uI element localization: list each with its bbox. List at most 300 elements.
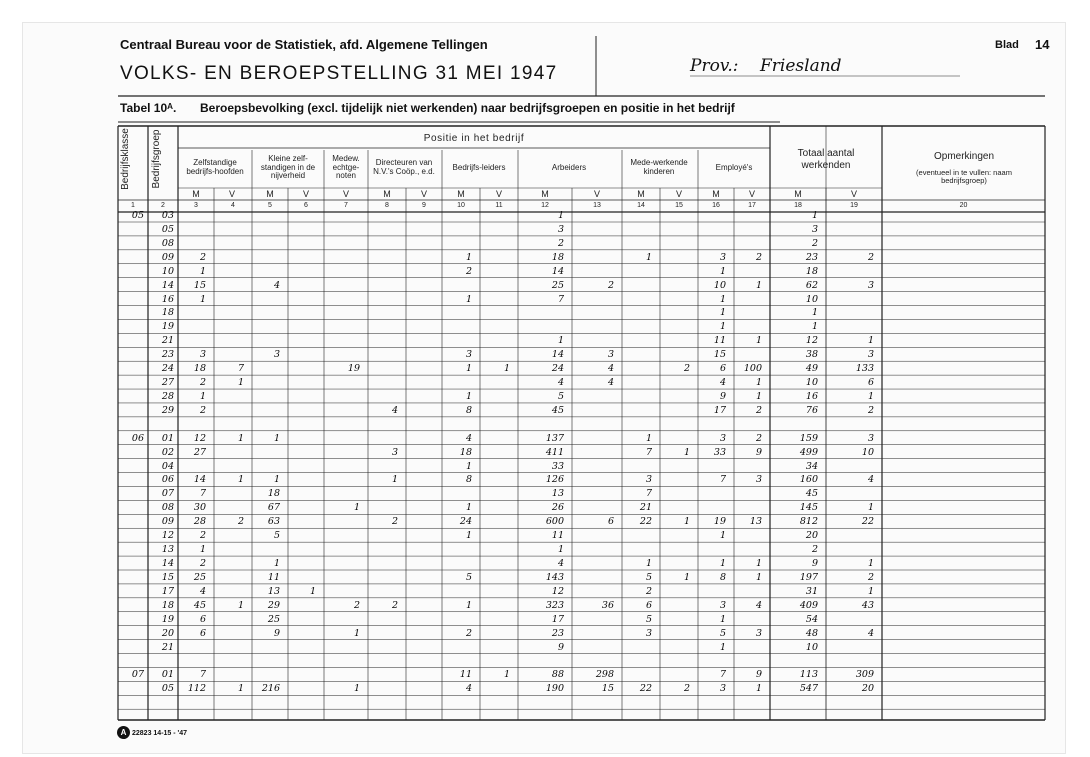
table-cell-c5: 9 <box>273 627 280 639</box>
table-cell-c3: 1 <box>199 265 206 277</box>
subheader-m: M <box>383 189 391 199</box>
table-cell-c17: 2 <box>755 432 762 444</box>
bedrijfsgroep-code: 23 <box>161 349 174 361</box>
table-cell-c5: 11 <box>267 571 280 583</box>
table-cell-c3: 6 <box>199 613 206 625</box>
table-cell-c16: 6 <box>719 363 726 375</box>
table-cell-c12: 600 <box>545 516 564 528</box>
table-cell-c18: 10 <box>805 641 818 653</box>
table-cell-c16: 33 <box>713 446 726 458</box>
table-cell-c3: 12 <box>193 432 206 444</box>
table-title: Beroepsbevolking (excl. tijdelijk niet werkenden) naar bedrijfsgroepen en positie in het bedrijf <box>200 101 735 115</box>
table-cell-c19: 1 <box>867 390 874 402</box>
table-cell-c4: 1 <box>237 474 244 486</box>
table-cell-c19: 3 <box>867 432 874 444</box>
bedrijfsgroep-code: 08 <box>161 237 174 249</box>
table-cell-c3: 27 <box>193 446 206 458</box>
table-cell-c18: 23 <box>805 251 818 263</box>
table-cell-c8: 3 <box>391 446 398 458</box>
table-cell-c12: 45 <box>551 404 564 416</box>
table-cell-c15: 2 <box>683 363 690 375</box>
table-cell-c16: 1 <box>719 265 726 277</box>
table-cell-c7: 1 <box>353 502 360 514</box>
table-cell-c14: 22 <box>639 683 652 695</box>
column-number: 8 <box>385 202 389 209</box>
table-cell-c18: 38 <box>805 349 818 361</box>
table-cell-c12: 137 <box>545 432 564 444</box>
table-cell-c16: 7 <box>719 474 726 486</box>
table-cell-c3: 3 <box>199 349 206 361</box>
table-cell-c3: 6 <box>199 627 206 639</box>
column-number: 19 <box>850 202 858 209</box>
table-cell-c17: 1 <box>755 683 762 695</box>
table-cell-c13: 3 <box>607 349 614 361</box>
table-cell-c16: 8 <box>719 571 726 583</box>
table-cell-c6: 1 <box>309 585 316 597</box>
table-cell-c3: 30 <box>193 502 206 514</box>
bedrijfsgroep-code: 19 <box>161 613 174 625</box>
table-cell-c18: 499 <box>799 446 818 458</box>
table-cell-c14: 1 <box>645 432 652 444</box>
table-cell-c18: 409 <box>799 599 818 611</box>
table-cell-c12: 1 <box>557 210 564 221</box>
table-cell-c12: 4 <box>557 377 564 389</box>
table-cell-c19: 1 <box>867 585 874 597</box>
table-cell-c12: 5 <box>557 390 564 402</box>
table-cell-c19: 43 <box>861 599 874 611</box>
table-cell-c19: 133 <box>855 363 874 375</box>
table-cell-c12: 14 <box>551 265 564 277</box>
table-cell-c12: 24 <box>551 363 564 375</box>
table-cell-c11: 1 <box>503 363 510 375</box>
table-cell-c19: 1 <box>867 502 874 514</box>
table-cell-c17: 9 <box>755 669 762 681</box>
table-cell-c4: 1 <box>237 432 244 444</box>
subheader-v: V <box>420 189 427 199</box>
table-cell-c16: 1 <box>719 530 726 542</box>
table-cell-c8: 4 <box>391 404 398 416</box>
table-cell-c19: 22 <box>861 516 874 528</box>
table-cell-c3: 1 <box>199 544 206 556</box>
table-cell-c19: 4 <box>867 627 874 639</box>
bedrijfsklasse-code: 06 <box>131 432 144 444</box>
subheader-m: M <box>712 189 720 199</box>
table-cell-c15: 1 <box>683 516 690 528</box>
subheader-v: V <box>675 189 682 199</box>
table-cell-c3: 28 <box>193 516 206 528</box>
column-number: 6 <box>304 202 308 209</box>
table-cell-c10: 1 <box>465 502 472 514</box>
table-cell-c19: 1 <box>867 558 874 569</box>
table-cell-c5: 1 <box>273 474 280 486</box>
table-cell-c12: 11 <box>551 530 564 542</box>
table-cell-c16: 1 <box>719 558 726 569</box>
table-cell-c17: 9 <box>755 446 762 458</box>
table-cell-c17: 1 <box>755 571 762 583</box>
table-cell-c18: 10 <box>805 293 818 305</box>
table-cell-c3: 18 <box>193 363 206 375</box>
table-cell-c3: 112 <box>187 683 206 695</box>
table-cell-c8: 2 <box>391 599 398 611</box>
table-cell-c10: 1 <box>465 599 472 611</box>
column-number: 5 <box>268 202 272 209</box>
subheader-v: V <box>593 189 600 199</box>
table-cell-c3: 2 <box>199 558 206 569</box>
header-opmerkingen: Opmerkingen <box>933 151 995 163</box>
column-number: 7 <box>344 202 348 209</box>
table-cell-c14: 7 <box>645 488 652 500</box>
table-cell-c18: 812 <box>799 516 818 528</box>
table-cell-c13: 2 <box>607 279 614 291</box>
table-cell-c3: 7 <box>199 488 206 500</box>
table-cell-c10: 8 <box>465 404 472 416</box>
table-cell-c10: 24 <box>459 516 472 528</box>
table-cell-c7: 2 <box>353 599 360 611</box>
table-cell-c18: 12 <box>805 335 818 347</box>
table-cell-c3: 1 <box>199 293 206 305</box>
bedrijfsgroep-code: 04 <box>161 460 174 472</box>
column-number: 2 <box>161 202 165 209</box>
table-cell-c19: 3 <box>867 349 874 361</box>
sheet-label: Blad <box>995 39 1019 51</box>
header-bedrijfsleiders: Bedrijfs-leiders <box>452 162 506 172</box>
column-number: 14 <box>637 202 645 209</box>
bedrijfsgroep-code: 01 <box>161 432 174 444</box>
organization-line: Centraal Bureau voor de Statistiek, afd. Algemene Tellingen <box>120 37 488 52</box>
table-cell-c13: 4 <box>607 377 614 389</box>
table-cell-c17: 3 <box>755 627 762 639</box>
table-cell-c18: 34 <box>805 460 818 472</box>
table-cell-c12: 126 <box>545 474 564 486</box>
header-bedrijfsgroep: Bedrijfsgroep <box>151 129 162 189</box>
table-cell-c16: 10 <box>713 279 726 291</box>
table-cell-c14: 3 <box>645 627 652 639</box>
bedrijfsgroep-code: 28 <box>161 390 174 402</box>
header-opmerkingen-note: (eventueel in te vullen: naam bedrijfsgroep) <box>916 167 1012 185</box>
table-cell-c16: 19 <box>713 516 726 528</box>
bedrijfsgroep-code: 21 <box>161 335 174 347</box>
table-cell-c18: 1 <box>811 321 818 333</box>
column-number: 10 <box>457 202 465 209</box>
subheader-m: M <box>541 189 549 199</box>
table-cell-c5: 25 <box>267 613 280 625</box>
bedrijfsgroep-code: 09 <box>161 516 174 528</box>
table-cell-c8: 1 <box>391 474 398 486</box>
column-number: 9 <box>422 202 426 209</box>
table-cell-c16: 1 <box>719 307 726 319</box>
table-cell-c12: 18 <box>551 251 564 263</box>
table-cell-c17: 2 <box>755 404 762 416</box>
table-cell-c13: 6 <box>607 516 614 528</box>
table-cell-c18: 113 <box>799 669 818 681</box>
print-footer: 22823 14-15 - '47 <box>132 730 187 737</box>
bedrijfsgroep-code: 14 <box>161 558 174 569</box>
subheader-v: V <box>228 189 235 199</box>
table-cell-c10: 1 <box>465 530 472 542</box>
table-cell-c3: 4 <box>199 585 206 597</box>
table-cell-c17: 1 <box>755 390 762 402</box>
table-cell-c18: 16 <box>805 390 818 402</box>
table-cell-c18: 20 <box>805 530 818 542</box>
table-cell-c10: 2 <box>465 265 472 277</box>
table-cell-c18: 49 <box>805 363 818 375</box>
table-cell-c12: 411 <box>545 446 564 458</box>
table-cell-c18: 197 <box>799 571 818 583</box>
table-cell-c17: 1 <box>755 335 762 347</box>
table-cell-c17: 1 <box>755 377 762 389</box>
table-cell-c16: 3 <box>719 599 726 611</box>
table-cell-c12: 23 <box>551 627 564 639</box>
table-cell-c12: 17 <box>551 613 564 625</box>
subheader-v: V <box>495 189 502 199</box>
table-cell-c10: 2 <box>465 627 472 639</box>
table-cell-c19: 6 <box>867 377 874 389</box>
bedrijfsgroep-code: 05 <box>161 223 174 235</box>
table-cell-c4: 1 <box>237 683 244 695</box>
table-cell-c14: 7 <box>645 446 652 458</box>
table-cell-c18: 160 <box>799 474 818 486</box>
bedrijfsgroep-code: 19 <box>161 321 174 333</box>
table-cell-c12: 2 <box>557 237 564 249</box>
table-cell-c10: 1 <box>465 363 472 375</box>
table-cell-c19: 2 <box>867 251 874 263</box>
table-cell-c14: 5 <box>645 613 652 625</box>
table-cell-c5: 216 <box>261 683 280 695</box>
table-cell-c17: 4 <box>755 599 762 611</box>
table-cell-c18: 547 <box>799 683 818 695</box>
table-cell-c15: 2 <box>683 683 690 695</box>
bedrijfsgroep-code: 13 <box>161 544 174 556</box>
table-cell-c10: 4 <box>465 683 472 695</box>
table-cell-c18: 54 <box>805 613 818 625</box>
header-totaal: Totaal aantal werkenden <box>797 147 855 171</box>
printer-logo-icon: A <box>117 726 130 739</box>
table-cell-c19: 1 <box>867 335 874 347</box>
table-cell-c18: 31 <box>805 585 818 597</box>
table-cell-c16: 1 <box>719 321 726 333</box>
table-cell-c13: 298 <box>595 669 614 681</box>
table-cell-c18: 1 <box>811 210 818 221</box>
table-cell-c14: 3 <box>645 474 652 486</box>
table-cell-c5: 29 <box>267 599 280 611</box>
header-positie: Positie in het bedrijf <box>423 133 525 145</box>
table-cell-c18: 2 <box>811 544 818 556</box>
subheader-m: M <box>457 189 465 199</box>
table-cell-c5: 18 <box>267 488 280 500</box>
column-number: 15 <box>675 202 683 209</box>
table-cell-c12: 33 <box>551 460 564 472</box>
bedrijfsgroep-code: 27 <box>161 377 174 389</box>
table-cell-c10: 3 <box>465 349 472 361</box>
table-cell-c17: 1 <box>755 279 762 291</box>
subheader-m: M <box>192 189 200 199</box>
table-cell-c3: 2 <box>199 377 206 389</box>
column-number: 11 <box>495 202 503 209</box>
table-cell-c5: 63 <box>267 516 280 528</box>
table-cell-c12: 25 <box>551 279 564 291</box>
subheader-m: M <box>266 189 274 199</box>
table-cell-c14: 22 <box>639 516 652 528</box>
column-number: 1 <box>131 202 135 209</box>
bedrijfsgroep-code: 09 <box>161 251 174 263</box>
header-medewerkende: Mede-werkende kinderen <box>630 158 688 176</box>
table-cell-c12: 26 <box>551 502 564 514</box>
table-cell-c12: 13 <box>551 488 564 500</box>
table-cell-c14: 5 <box>645 571 652 583</box>
table-cell-c5: 67 <box>267 502 280 514</box>
table-cell-c18: 159 <box>799 432 818 444</box>
table-cell-c12: 323 <box>545 599 564 611</box>
table-cell-c16: 9 <box>719 390 726 402</box>
table-cell-c16: 1 <box>719 641 726 653</box>
header-directeuren: Directeuren van N.V.'s Coöp., e.d. <box>373 158 435 176</box>
table-cell-c19: 2 <box>867 404 874 416</box>
table-cell-c18: 1 <box>811 307 818 319</box>
table-cell-c11: 1 <box>503 669 510 681</box>
table-cell-c19: 3 <box>867 279 874 291</box>
header-bedrijfsklasse: Bedrijfsklasse <box>120 128 131 190</box>
table-cell-c14: 21 <box>639 502 652 514</box>
table-cell-c14: 6 <box>645 599 652 611</box>
subheader-m: M <box>637 189 645 199</box>
table-cell-c17: 13 <box>749 516 762 528</box>
table-cell-c12: 7 <box>557 293 564 305</box>
column-number: 4 <box>231 202 235 209</box>
table-cell-c10: 1 <box>465 251 472 263</box>
table-cell-c10: 5 <box>465 571 472 583</box>
bedrijfsgroep-code: 24 <box>161 363 174 375</box>
table-cell-c3: 2 <box>199 404 206 416</box>
table-cell-c12: 3 <box>557 223 564 235</box>
table-cell-c17: 1 <box>755 558 762 569</box>
bedrijfsgroep-code: 05 <box>161 683 174 695</box>
bedrijfsgroep-code: 08 <box>161 502 174 514</box>
header-kleine: Kleine zelf-standigen in de nijverheid <box>260 153 316 181</box>
table-cell-c18: 76 <box>805 404 818 416</box>
table-cell-c14: 2 <box>645 585 652 597</box>
table-cell-c13: 4 <box>607 363 614 375</box>
sheet-number: 14 <box>1035 37 1050 52</box>
table-cell-c18: 45 <box>805 488 818 500</box>
table-cell-c16: 3 <box>719 683 726 695</box>
table-cell-c16: 17 <box>713 404 726 416</box>
bedrijfsgroep-code: 06 <box>161 474 174 486</box>
column-number: 18 <box>794 202 802 209</box>
subheader-v: V <box>850 189 857 199</box>
table-cell-c18: 48 <box>805 627 818 639</box>
bedrijfsgroep-code: 01 <box>161 669 174 681</box>
table-cell-c5: 1 <box>273 432 280 444</box>
table-cell-c16: 15 <box>713 349 726 361</box>
table-cell-c10: 4 <box>465 432 472 444</box>
table-cell-c4: 1 <box>237 599 244 611</box>
table-cell-c12: 88 <box>551 669 564 681</box>
subheader-v: V <box>302 189 309 199</box>
table-cell-c16: 1 <box>719 613 726 625</box>
header-medew: Medew. echtge-noten <box>332 153 360 181</box>
bedrijfsgroep-code: 10 <box>161 265 174 277</box>
subheader-v: V <box>342 189 349 199</box>
table-cell-c19: 4 <box>867 474 874 486</box>
bedrijfsklasse-code: 07 <box>131 669 144 681</box>
table-label: Tabel 10ᴬ. <box>120 101 177 115</box>
table-cell-c3: 15 <box>193 279 206 291</box>
table-cell-c5: 5 <box>273 530 280 542</box>
table-cell-c5: 1 <box>273 558 280 569</box>
table-cell-c19: 10 <box>861 446 874 458</box>
table-cell-c19: 309 <box>855 669 874 681</box>
table-cell-c16: 3 <box>719 432 726 444</box>
table-cell-c7: 1 <box>353 627 360 639</box>
table-cell-c16: 7 <box>719 669 726 681</box>
table-cell-c16: 4 <box>719 377 726 389</box>
table-cell-c19: 2 <box>867 571 874 583</box>
table-cell-c13: 36 <box>601 599 614 611</box>
province-label: Prov.: <box>690 56 739 76</box>
subheader-v: V <box>748 189 755 199</box>
table-cell-c10: 1 <box>465 390 472 402</box>
table-cell-c8: 2 <box>391 516 398 528</box>
bedrijfsgroep-code: 14 <box>161 279 174 291</box>
table-cell-c12: 143 <box>545 571 564 583</box>
form-title: VOLKS- EN BEROEPSTELLING 31 MEI 1947 <box>120 63 558 84</box>
table-cell-c5: 4 <box>273 279 280 291</box>
table-cell-c3: 2 <box>199 251 206 263</box>
table-cell-c10: 1 <box>465 293 472 305</box>
province-value: Friesland <box>760 56 842 76</box>
header-arbeiders: Arbeiders <box>551 162 587 172</box>
bedrijfsgroep-code: 07 <box>161 488 174 500</box>
column-number: 20 <box>959 202 968 209</box>
bedrijfsgroep-code: 29 <box>161 404 174 416</box>
table-cell-c18: 3 <box>811 223 818 235</box>
bedrijfsgroep-code: 03 <box>161 210 174 221</box>
header-zelfstandige: Zelfstandige bedrijfs-hoofden <box>186 158 244 176</box>
column-number: 17 <box>748 202 756 209</box>
table-cell-c12: 1 <box>557 544 564 556</box>
table-cell-c18: 2 <box>811 237 818 249</box>
table-cell-c7: 19 <box>347 363 360 375</box>
table-cell-c14: 1 <box>645 558 652 569</box>
table-cell-c7: 1 <box>353 683 360 695</box>
bedrijfsgroep-code: 16 <box>161 293 174 305</box>
table-cell-c3: 45 <box>193 599 206 611</box>
bedrijfsklasse-code: 05 <box>131 210 144 221</box>
column-number: 3 <box>194 202 198 209</box>
table-cell-c12: 12 <box>551 585 564 597</box>
table-cell-c15: 1 <box>683 446 690 458</box>
table-cell-c3: 14 <box>193 474 206 486</box>
table-cell-c12: 14 <box>551 349 564 361</box>
table-cell-c15: 1 <box>683 571 690 583</box>
bedrijfsgroep-code: 20 <box>161 627 174 639</box>
header-employes: Employé's <box>715 162 753 172</box>
table-cell-c18: 9 <box>811 558 818 569</box>
table-cell-c12: 4 <box>557 558 564 569</box>
bedrijfsgroep-code: 18 <box>161 307 174 319</box>
table-cell-c13: 15 <box>601 683 614 695</box>
subheader-m: M <box>794 189 802 199</box>
table-cell-c18: 18 <box>805 265 818 277</box>
table-cell-c3: 1 <box>199 390 206 402</box>
column-number: 12 <box>541 202 549 209</box>
table-cell-c16: 11 <box>713 335 726 347</box>
table-cell-c5: 3 <box>273 349 280 361</box>
table-cell-c17: 3 <box>755 474 762 486</box>
table-cell-c16: 3 <box>719 251 726 263</box>
column-number: 13 <box>593 202 601 209</box>
table-cell-c18: 145 <box>799 502 818 514</box>
